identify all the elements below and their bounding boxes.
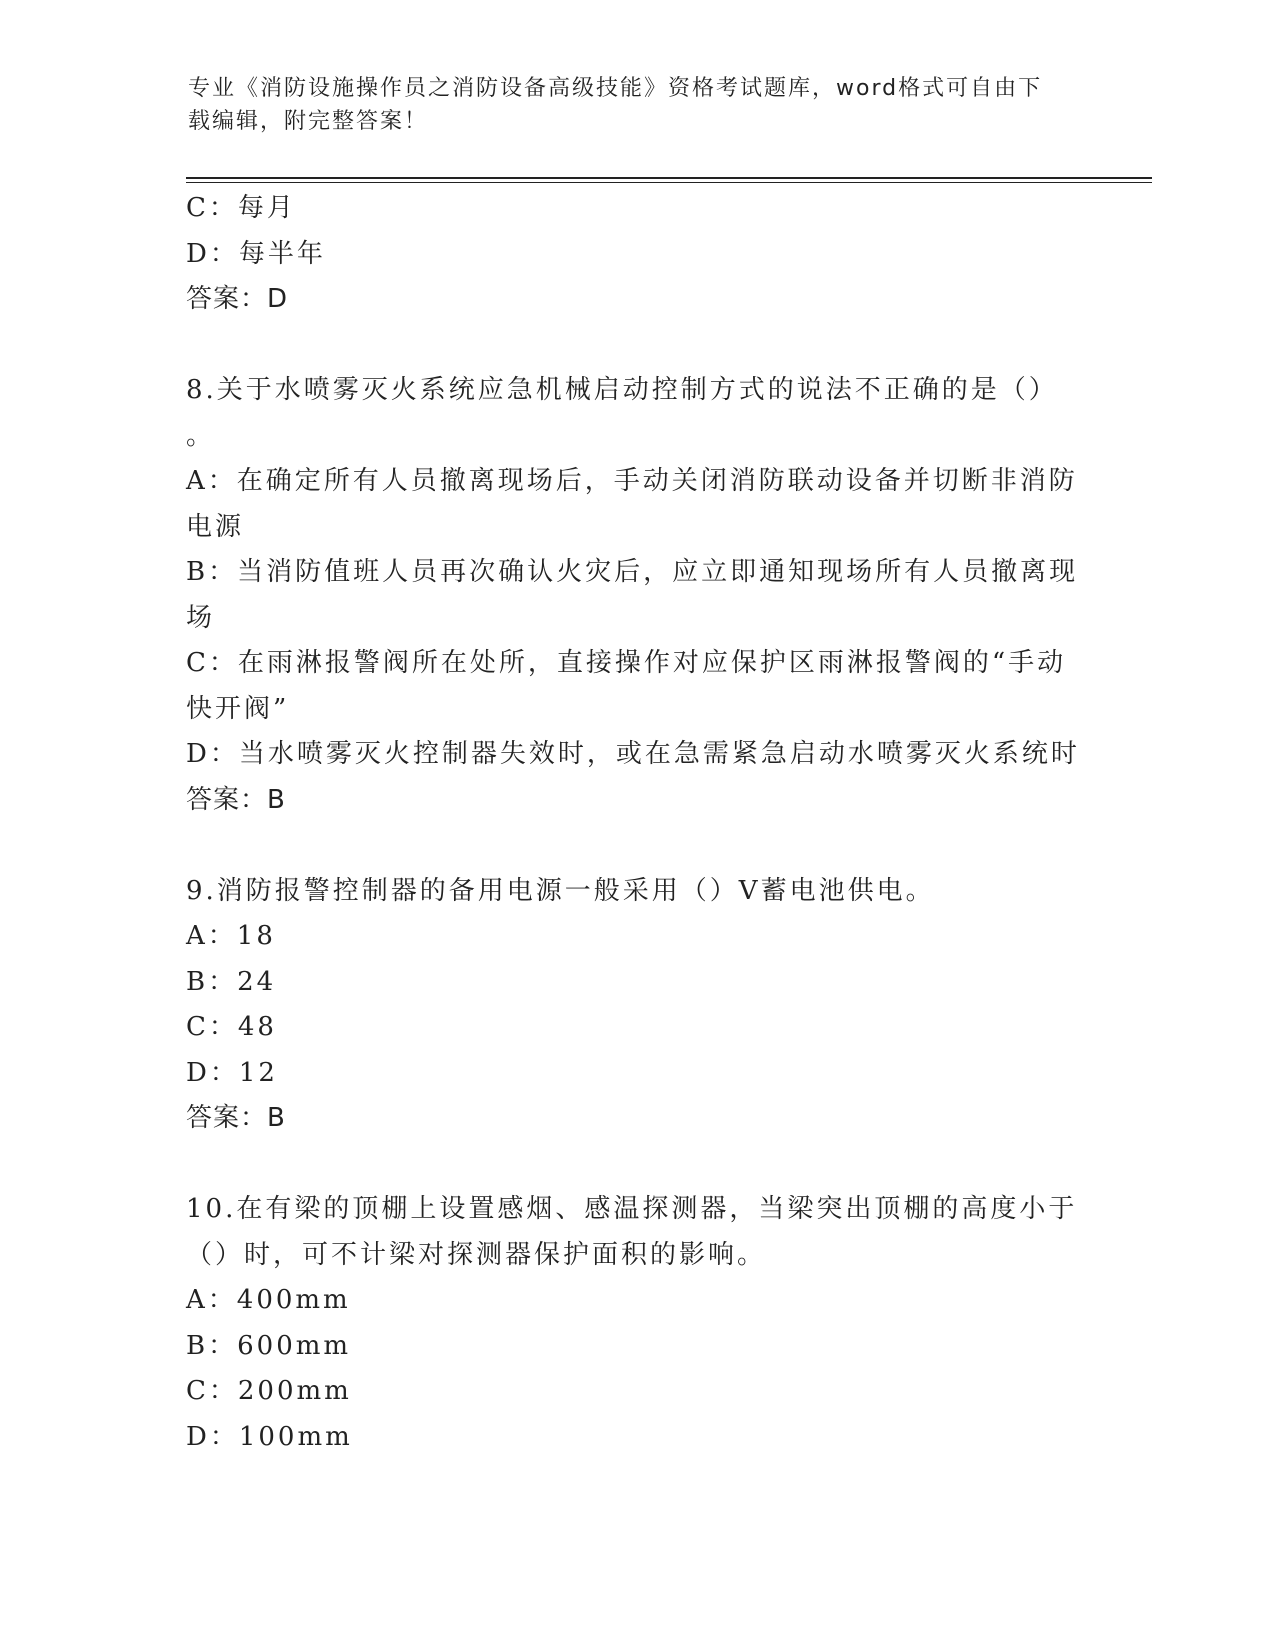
- answer-label: 答案：B: [186, 1103, 286, 1133]
- header-divider-thick: [186, 177, 1152, 179]
- option-d: D：每半年: [186, 238, 326, 269]
- document-header: [188, 72, 1068, 138]
- spacer: [186, 323, 1086, 369]
- option-a-continued: 电源: [186, 511, 245, 542]
- question-7-block: [186, 186, 1086, 323]
- option-b: B：24: [186, 966, 277, 997]
- option-b: B：600mm: [186, 1330, 352, 1361]
- option-a: A：在确定所有人员撤离现场后，手动关闭消防联动设备并切断非消防: [186, 466, 1078, 496]
- option-a: A：400mm: [186, 1285, 351, 1315]
- option-c: C：在雨淋报警阀所在处所，直接操作对应保护区雨淋报警阀的“手动: [186, 648, 1067, 678]
- question-list: [186, 186, 1086, 1460]
- question-stem: 8.关于水喷雾灭火系统应急机械启动控制方式的说法不正确的是（）: [186, 375, 1058, 405]
- answer-label: 答案：D: [186, 284, 289, 314]
- answer-label: 答案：B: [186, 784, 286, 815]
- question-9-block: [186, 869, 1086, 1142]
- option-d: D：100mm: [186, 1421, 353, 1452]
- question-stem-continued: （）时，可不计梁对探测器保护面积的影响。: [186, 1239, 767, 1270]
- spacer: [186, 1142, 1086, 1188]
- question-stem: 10.在有梁的顶棚上设置感烟、感温探测器，当梁突出顶棚的高度小于: [186, 1194, 1078, 1224]
- option-c: C：200mm: [186, 1376, 352, 1406]
- question-10-block: [186, 1187, 1086, 1460]
- question-stem-continued: 。: [186, 420, 216, 451]
- option-d: D：12: [186, 1057, 278, 1088]
- option-d: D：当水喷雾灭火控制器失效时，或在急需紧急启动水喷雾灭火系统时: [186, 739, 1080, 769]
- header-line-2: 载编辑，附完整答案！: [188, 109, 429, 134]
- header-divider-thin: [186, 182, 1152, 183]
- question-8-block: [186, 368, 1086, 823]
- option-b-continued: 场: [186, 602, 216, 633]
- option-c-continued: 快开阀”: [186, 693, 290, 724]
- header-line-1: 专业《消防设施操作员之消防设备高级技能》资格考试题库，word格式可自由下: [188, 76, 1043, 101]
- option-c: C：48: [186, 1012, 277, 1042]
- question-stem: 9.消防报警控制器的备用电源一般采用（）V蓄电池供电。: [186, 875, 935, 906]
- option-c: C：每月: [186, 193, 296, 223]
- option-b: B：当消防值班人员再次确认火灾后，应立即通知现场所有人员撤离现: [186, 557, 1079, 587]
- option-a: A：18: [186, 921, 276, 951]
- spacer: [186, 823, 1086, 869]
